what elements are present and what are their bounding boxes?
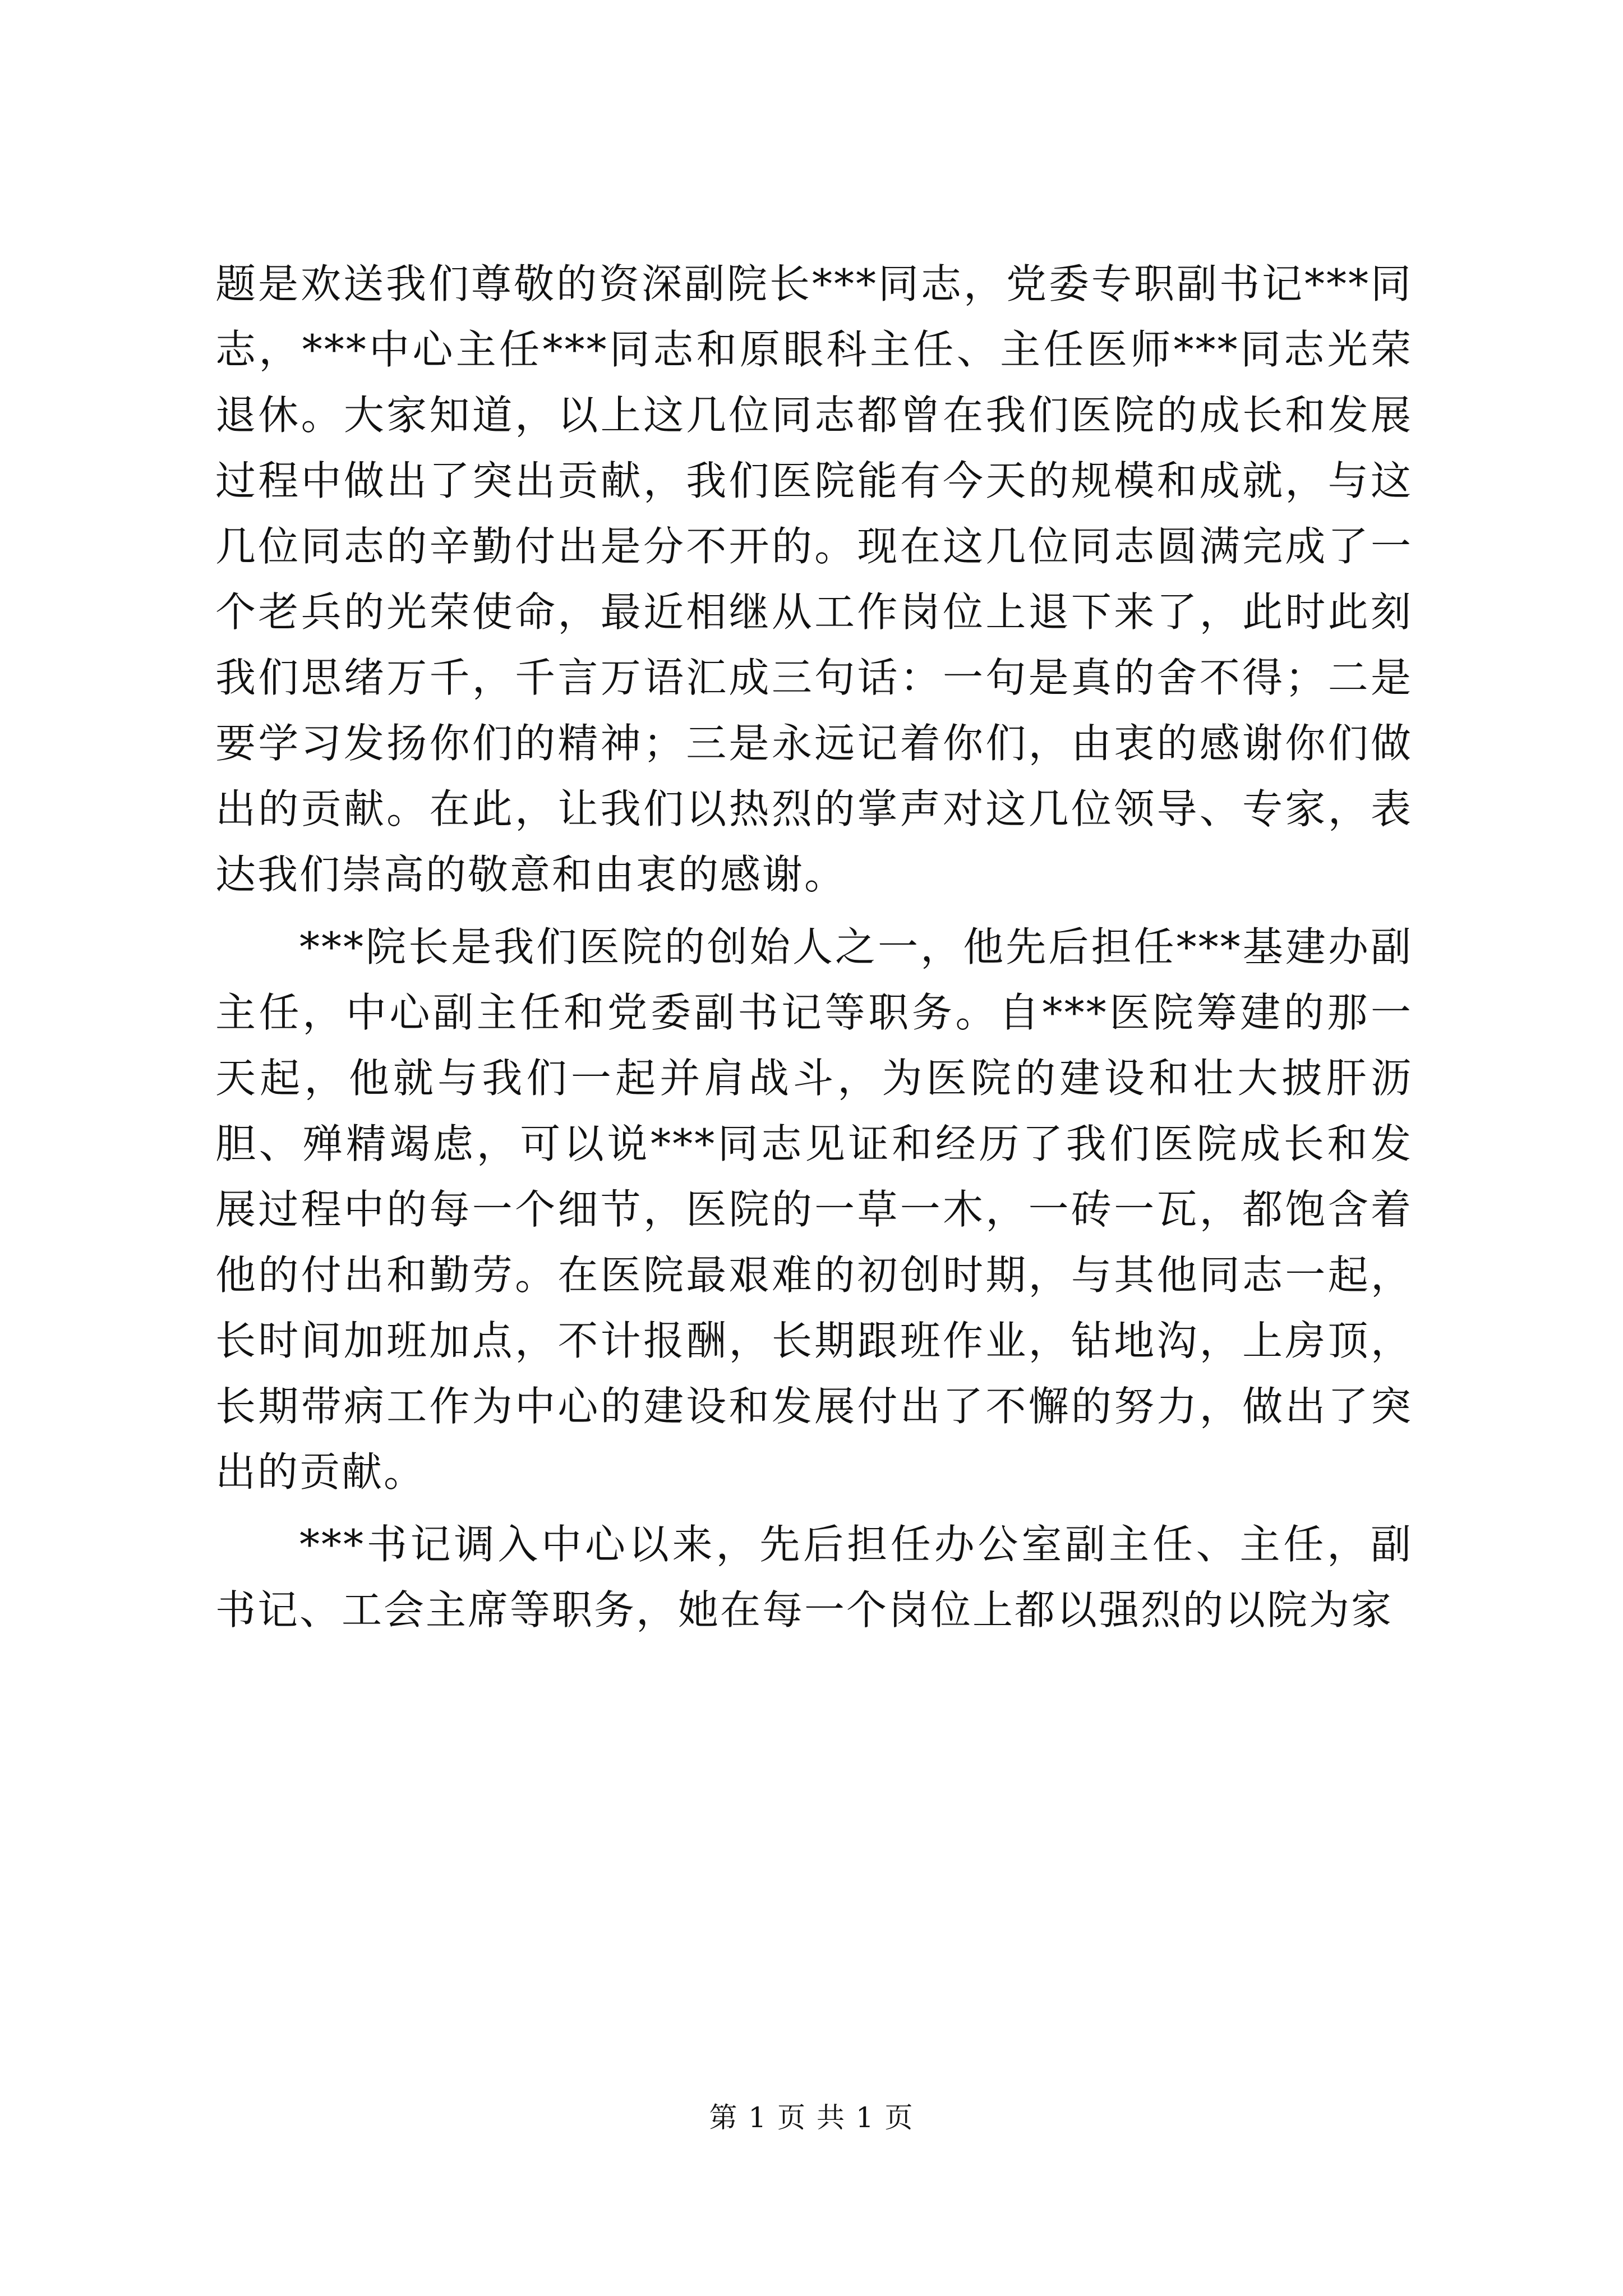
- paragraph-2: ***院长是我们医院的创始人之一，他先后担任***基建办副主任，中心副主任和党委副书记等职务。自***医院筹建的那一天起，他就与我们一起并肩战斗，为医院的建设和壮大披肝沥胆、殚精竭虑，可以说***同志见证和经历了我们医院成长和发展过程中的每一个细节，医院的一草一木，一砖一瓦，都饱含着他的付出和勤劳。在医院最艰难的初创时期，与其他同志一起，长时间加班加点，不计报酬，长期跟班作业，钻地沟，上房顶，长期带病工作为中心的建设和发展付出了不懈的努力，做出了突出的贡献。: [215, 923, 1413, 1496]
- document-body: [215, 251, 1413, 1643]
- paragraph-1: 题是欢送我们尊敬的资深副院长***同志，党委专职副书记***同志，***中心主任***同志和原眼科主任、主任医师***同志光荣退休。大家知道，以上这几位同志都曾在我们医院的成长和发展过程中做出了突出贡献，我们医院能有今天的规模和成就，与这几位同志的辛勤付出是分不开的。现在这几位同志圆满完成了一个老兵的光荣使命，最近相继从工作岗位上退下来了，此时此刻我们思绪万千，千言万语汇成三句话：一句是真的舍不得；二是要学习发扬你们的精神；三是永远记着你们，由衷的感谢你们做出的贡献。在此，让我们以热烈的掌声对这几位领导、专家，表达我们崇高的敬意和由衷的感谢。: [215, 260, 1413, 898]
- paragraph-3: ***书记调入中心以来，先后担任办公室副主任、主任，副书记、工会主席等职务，她在每一个岗位上都以强烈的以院为家: [215, 1521, 1413, 1634]
- page-footer: 第 1 页 共 1 页: [709, 2101, 914, 2134]
